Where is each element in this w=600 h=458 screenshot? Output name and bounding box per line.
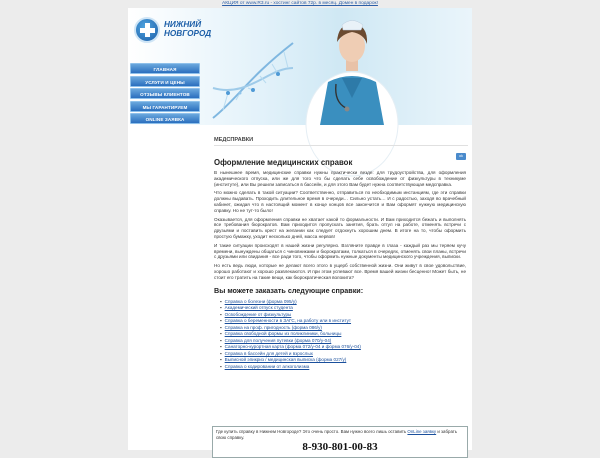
article-paragraph: В нынешнее время, медицинские справки нужны практически везде: для трудоустройства, для оформления академического отпуска, или же для того что бы сделать себе освобождение от физкультуры в техникуме (институте), или Вы решили записаться в бассейн, и для этого Вам будет нужна соответствующая медсправка. (214, 170, 466, 187)
doctor-photo (306, 12, 398, 125)
article-paragraph: Оказывается, для оформления справки не хватает какой то формальности. И Вам приходится бежать и выполнять все требования бюрократов. Вам приходится пропускать занятия, брать отгул на работе, отменять встречи с друзьями и поставить крест на желании как следует отдохнуть хорошим днем. В итоге на то, чтобы оформить простую бумажку, уходит несколько дней, масса нервов! (214, 216, 466, 239)
ok-badge[interactable]: ok (456, 153, 466, 160)
dna-helix-decoration (208, 38, 298, 123)
article-paragraph: Что можно сделать в такой ситуации? Соответственно, отправиться по необходимым инстанциям, где эти справки должны выдавать. Проходить длительное время в очереди… Сильно устать… И с радостью, заходя во врачебный кабинет, ожидая что в настоящий момент в конце концов все закончится и Вам оформят нужную медицинскую справку. Но не тут-то было! (214, 190, 466, 213)
service-link[interactable]: Справка о болезни (форма 095/у) (224, 298, 297, 304)
service-link[interactable]: Освобождение от физкультуры (224, 311, 292, 317)
promo-bar (0, 0, 600, 8)
main-content (212, 125, 468, 454)
service-link[interactable]: Справка о беременности в ЗАГС, на работу или в институт (224, 318, 352, 324)
phone-number: 8-930-801-00-83 (302, 441, 378, 454)
article-paragraph: И такие ситуации происходят в нашей жизни регулярно. Взгляните правде в глаза - каждый раз мы теряем кучу времени, вынуждены общаться с чиновниками и бюрократами, толкаться в очередях, отменять свои планы, встречи с друзьями или свидания - все ради того, чтобы оформить нужные документы медицинского учреждения, выписки. (214, 242, 466, 260)
site-logo[interactable] (134, 17, 224, 45)
online-order-link[interactable]: OnLine заявку (407, 429, 437, 434)
header-banner (128, 8, 472, 125)
service-link[interactable]: Санаторно-курортная карта (форма 072/у-04 и форма 076/у-04) (224, 344, 361, 350)
menu-item-guarantee[interactable]: МЫ ГАРАНТИРУЕМ (130, 101, 200, 112)
list-item (220, 364, 468, 371)
service-link[interactable]: Справка в бассейн для детей и взрослых (224, 350, 313, 356)
menu-item-online-order[interactable]: ONLINE ЗАЯВКА (130, 113, 200, 124)
service-link[interactable]: Справка на проф. пригодность (форма 086/у) (224, 324, 322, 330)
article-paragraph: Но есть ведь люди, которые не делают всего этого в ущерб собственной жизни. Они живут в свое удовольствие, хорошо работают и хорошо развлекаются. И при этом успевают все. Время вашей жизни бесценно! Может быть, не стоит его тратить на такие вещи, как бюрократическая волокита? (214, 263, 466, 280)
service-link[interactable]: Справка для получения путевки (форма 070/у-04) (224, 337, 332, 343)
logo-text (164, 21, 211, 38)
services-heading: Вы можете заказать следующие справки: (214, 285, 364, 295)
promo-link[interactable]: АКЦИЯ от www.R3.ru - хостинг сайтов 72р. в месяц. Домен в подарок! (222, 1, 378, 6)
page-title: МЕДСПРАВКИ (214, 137, 468, 146)
menu-item-services[interactable]: УСЛУГИ И ЦЕНЫ (130, 76, 200, 87)
service-link[interactable]: Выписной эпикриз / медицинская выписка (форма 027/у) (224, 357, 347, 363)
medical-cross-icon (134, 17, 160, 43)
left-column (128, 125, 212, 450)
order-callout (212, 426, 468, 458)
service-link[interactable]: Справка о кодировании от алкоголизма (224, 363, 310, 369)
service-link[interactable]: Справка свободной формы из поликлиники, больницы (224, 331, 342, 337)
callout-text-after: и забрать свою справку. (216, 429, 458, 440)
service-link[interactable]: Академический отпуск студента (224, 305, 293, 311)
article-heading: Оформление медицинских справок (214, 158, 353, 167)
logo-line-2: НОВГОРОД (164, 28, 212, 38)
page-container (128, 8, 472, 454)
menu-item-reviews[interactable]: ОТЗЫВЫ КЛИЕНТОВ (130, 88, 200, 99)
logo-line-1: НИЖНИЙ (164, 20, 202, 29)
services-list (220, 299, 468, 371)
menu-item-home[interactable]: ГЛАВНАЯ (130, 63, 200, 74)
callout-text-before: Где купить справку в Нижнем Новгороде? Это очень просто. Вам нужно всего лишь оставить (216, 429, 408, 434)
